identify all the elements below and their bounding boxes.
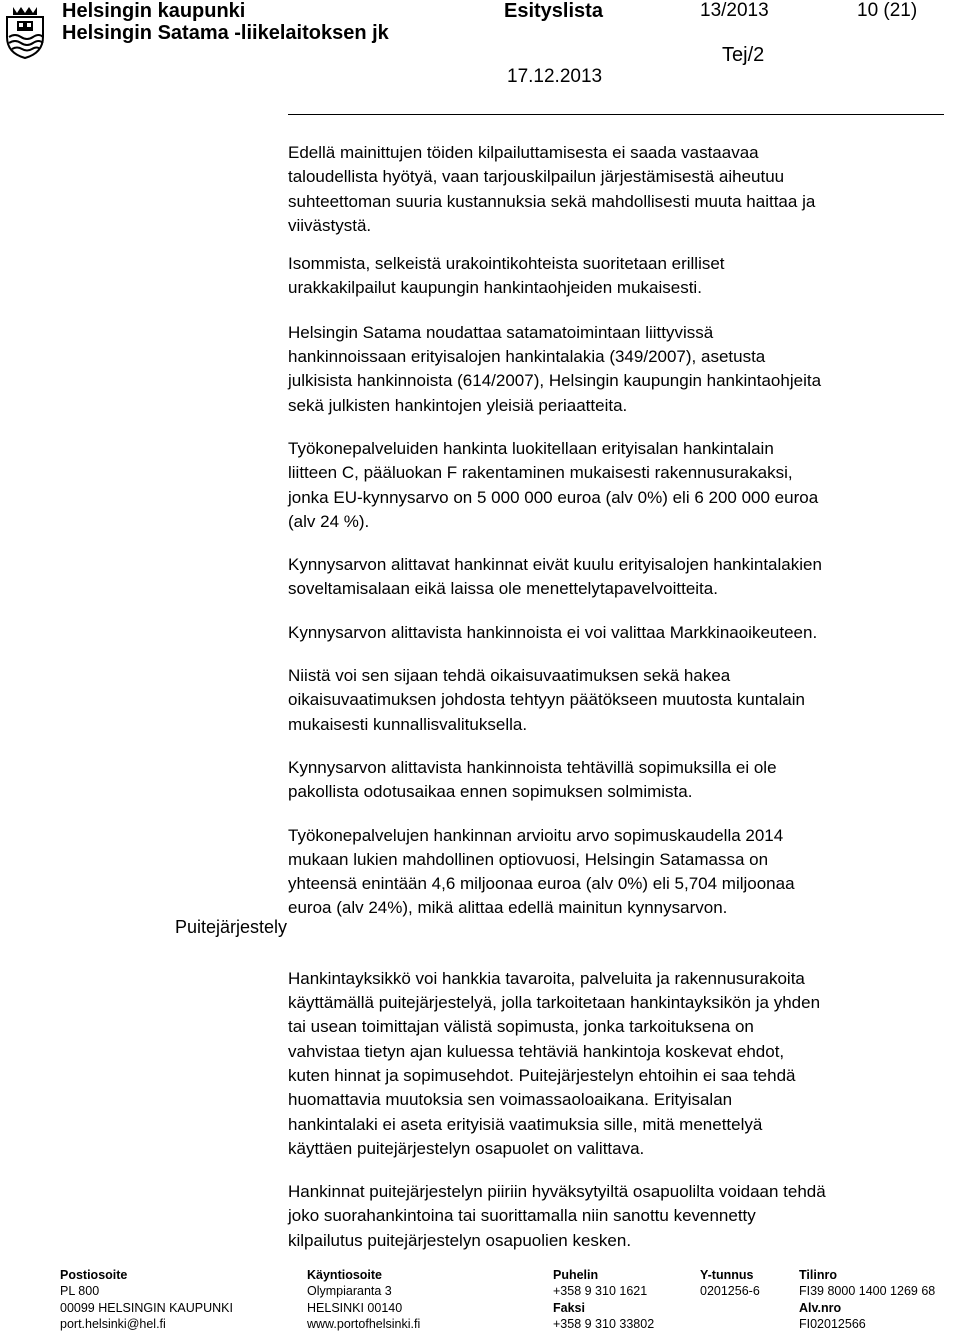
footer-phone	[553, 1267, 654, 1333]
footer-line: +358 9 310 33802	[553, 1317, 655, 1332]
body-paragraph	[288, 1180, 948, 1253]
text-line: Työkonepalveluiden hankinta luokitellaan erityisalan hankintalain	[288, 438, 774, 458]
body-paragraph	[288, 621, 948, 645]
page-number: 10 (21)	[857, 0, 918, 21]
text-line: joko suorahankintoina tai suorittamalla niin sanottu kevennetty	[288, 1206, 756, 1226]
body-paragraph	[288, 321, 948, 418]
text-line: hankintalaki ei aseta erityisiä vaatimuksia sille, mitä menettelyä	[288, 1114, 763, 1134]
footer-bank-account	[799, 1267, 935, 1333]
section-heading: Puitejärjestely	[175, 917, 288, 937]
text-line: hankinnoissaan erityisalojen hankintalakia (349/2007), asetusta	[288, 347, 766, 367]
text-line: Edellä mainittujen töiden kilpailuttamisesta ei saada vastaavaa	[288, 143, 759, 162]
text-line: kilpailutus puitejärjestelyn osapuolien kesken.	[288, 1230, 632, 1250]
document-type: Esityslista	[504, 0, 603, 22]
footer-line: PL 800	[60, 1284, 100, 1299]
footer-line: Olympiaranta 3	[307, 1284, 392, 1299]
footer-heading: Alv.nro	[799, 1300, 842, 1315]
text-line: mukaan lukien mahdollinen optiovuosi, Helsingin Satamassa on	[288, 849, 769, 869]
footer-line: +358 9 310 1621	[553, 1284, 648, 1299]
body-paragraph	[288, 824, 948, 921]
text-line: viivästystä.	[288, 215, 372, 235]
organization-name: Helsingin kaupunki	[62, 0, 246, 22]
text-line: taloudellista hyötyä, vaan tarjouskilpailun järjestämisestä aiheutuu	[288, 167, 785, 187]
document-number: 13/2013	[700, 0, 769, 21]
organization-unit: Helsingin Satama -liikelaitoksen jk	[62, 22, 389, 44]
footer-email: port.helsinki@hel.fi	[60, 1317, 166, 1332]
body-paragraph	[288, 664, 948, 737]
footer-business-id	[700, 1267, 760, 1300]
footer-website: www.portofhelsinki.fi	[307, 1317, 421, 1332]
text-line: Isommista, selkeistä urakointikohteista suoritetaan erilliset	[288, 254, 725, 274]
footer-line: 0201256-6	[700, 1284, 760, 1299]
document-date: 17.12.2013	[507, 66, 603, 87]
body-paragraph	[288, 967, 948, 1161]
footer-postal-address	[60, 1267, 233, 1333]
text-line: sekä julkisten hankintojen yleisiä periaatteita.	[288, 395, 628, 415]
header-divider	[288, 114, 944, 115]
text-line: Kynnysarvon alittavista hankinnoista tehtävillä sopimuksilla ei ole	[288, 757, 777, 777]
text-line: käyttämällä puitejärjestelyä, jolla tarkoitetaan hankintayksikön ja yhden	[288, 993, 821, 1013]
text-line: Työkonepalvelujen hankinnan arvioitu arvo sopimuskaudella 2014	[288, 825, 784, 845]
text-line: suhteettoman suuria kustannuksia sekä mahdollisesti muuta haittaa ja	[288, 191, 816, 211]
text-line: euroa (alv 24%), mikä alittaa edellä mainitun kynnysarvon.	[288, 898, 728, 918]
footer-line: 00099 HELSINGIN KAUPUNKI	[60, 1300, 233, 1315]
text-line: mukaisesti kunnallisvalituksella.	[288, 714, 528, 734]
text-line: oikaisuvaatimuksen johdosta tehtyyn päätökseen muutosta kuntalain	[288, 690, 805, 710]
body-paragraph	[288, 756, 948, 805]
footer-heading: Puhelin	[553, 1268, 599, 1282]
text-line: Kynnysarvon alittavat hankinnat eivät kuulu erityisalojen hankintalakien	[288, 555, 822, 575]
text-line: jonka EU-kynnysarvo on 5 000 000 euroa (alv 0%) eli 6 200 000 euroa	[288, 487, 819, 507]
footer-heading: Faksi	[553, 1300, 585, 1315]
text-line: kuten hinnat ja sopimusehdot. Puitejärjestelyn ehtoihin ei saa tehdä	[288, 1065, 796, 1085]
text-line: Niistä voi sen sijaan tehdä oikaisuvaatimuksen sekä hakea	[288, 666, 731, 686]
text-line: Hankinnat puitejärjestelyn piiriin hyväksytyiltä osapuolilta voidaan tehdä	[288, 1182, 826, 1202]
text-line: vahvistaa tietyn ajan kuluessa tehtäviä hankintoja koskevat ehdot,	[288, 1041, 785, 1061]
text-line: Hankintayksikkö voi hankkia tavaroita, palveluita ja rakennusurakoita	[288, 968, 805, 988]
body-paragraph	[288, 437, 948, 534]
footer-heading: Postiosoite	[60, 1268, 128, 1282]
footer-heading: Y-tunnus	[700, 1268, 754, 1282]
text-line: urakkakilpailut kaupungin hankintaohjeiden mukaisesti.	[288, 278, 702, 298]
text-line: huomattavia muutoksia sen voimassaoloaikana. Erityisalan	[288, 1090, 733, 1110]
agenda-item-code: Tej/2	[722, 44, 765, 66]
text-line: (alv 24 %).	[288, 511, 370, 531]
text-line: julkisista hankinnoista (614/2007), Helsingin kaupungin hankintaohjeita	[288, 371, 822, 391]
text-line: soveltamisalaan eikä laissa ole menettelytapavelvoitteita.	[288, 579, 718, 599]
document-body	[288, 141, 948, 1272]
footer-heading: Tilinro	[799, 1268, 837, 1282]
text-line: tai usean toimittajan välistä sopimusta, jonka tarkoituksena on	[288, 1017, 754, 1037]
text-line: pakollista odotusaikaa ennen sopimuksen solmimista.	[288, 782, 693, 802]
footer-line: FI02012566	[799, 1317, 866, 1332]
footer-visiting-address	[307, 1267, 420, 1333]
text-line: Helsingin Satama noudattaa satamatoimintaan liittyvissä	[288, 322, 714, 342]
text-line: käyttäen puitejärjestelyn osapuolet on valittava.	[288, 1138, 645, 1158]
text-line: Kynnysarvon alittavista hankinnoista ei voi valittaa Markkinaoikeuteen.	[288, 622, 818, 642]
helsinki-coat-of-arms-logo	[3, 3, 47, 59]
footer-heading: Käyntiosoite	[307, 1268, 383, 1282]
text-line: liitteen C, pääluokan F rakentaminen mukaisesti rakennusurakaksi,	[288, 463, 793, 483]
body-paragraph	[288, 141, 948, 238]
body-paragraph	[288, 553, 948, 602]
body-paragraph	[288, 252, 948, 301]
footer-line: FI39 8000 1400 1269 68	[799, 1284, 936, 1299]
footer-line: HELSINKI 00140	[307, 1300, 403, 1315]
text-line: yhteensä enintään 4,6 miljoonaa euroa (alv 0%) eli 5,704 miljoonaa	[288, 874, 795, 894]
